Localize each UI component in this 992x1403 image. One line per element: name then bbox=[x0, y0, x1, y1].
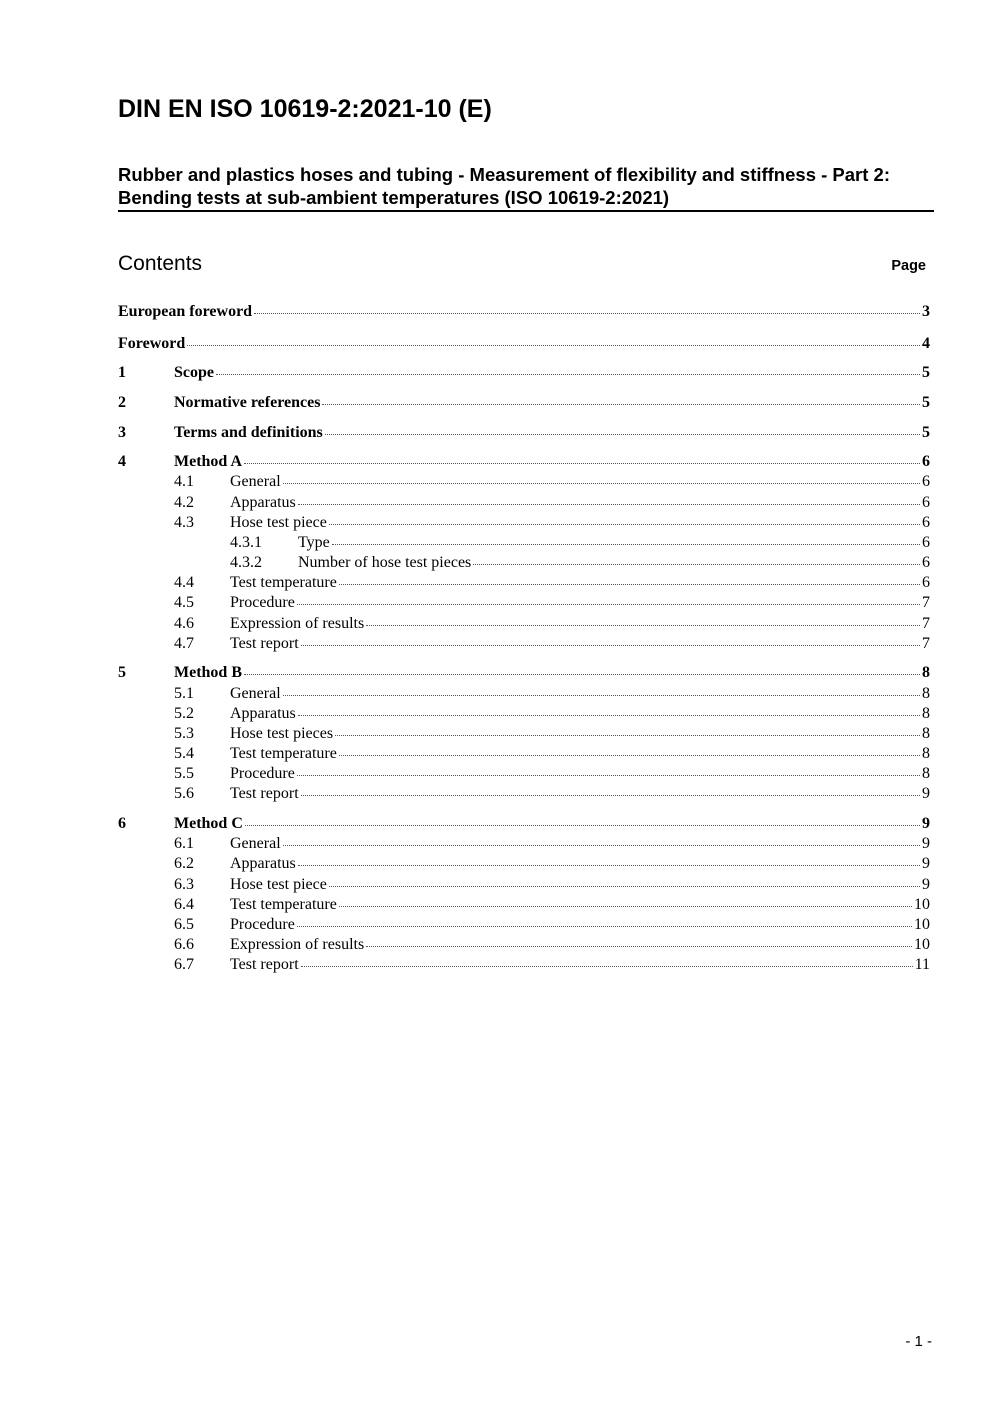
toc-entry-label: Method B bbox=[174, 664, 242, 681]
dot-leader bbox=[297, 603, 920, 605]
toc-entry-page: 6 bbox=[922, 453, 930, 470]
toc-entry-page: 9 bbox=[922, 855, 930, 872]
toc-entry[interactable] bbox=[118, 573, 930, 593]
toc-entry[interactable] bbox=[118, 634, 930, 654]
toc-entry-number: 6.3 bbox=[174, 876, 194, 893]
toc-entry-page: 11 bbox=[914, 956, 930, 973]
toc-entry[interactable] bbox=[118, 784, 930, 804]
toc-entry-page: 8 bbox=[922, 685, 930, 702]
dot-leader bbox=[329, 523, 920, 525]
toc-entry-number: 3 bbox=[118, 424, 126, 441]
toc-entry-page: 10 bbox=[914, 936, 930, 953]
document-id: DIN EN ISO 10619-2:2021-10 (E) bbox=[118, 95, 492, 123]
dot-leader bbox=[301, 794, 920, 796]
toc-entry-label: Expression of results bbox=[230, 615, 365, 632]
toc-entry-number: 4.5 bbox=[174, 594, 194, 611]
toc-entry[interactable] bbox=[118, 955, 930, 975]
toc-entry-page: 10 bbox=[914, 916, 930, 933]
dot-leader bbox=[216, 373, 920, 375]
toc-entry[interactable] bbox=[118, 875, 930, 895]
toc-entry[interactable] bbox=[118, 553, 930, 573]
dot-leader bbox=[244, 462, 920, 464]
dot-leader bbox=[339, 905, 912, 907]
toc-entry[interactable] bbox=[118, 363, 930, 383]
toc-entry-label: Test report bbox=[230, 635, 299, 652]
toc-entry-number: 4.3.1 bbox=[230, 534, 262, 551]
page-number: - 1 - bbox=[905, 1333, 932, 1350]
toc-entry-label: Procedure bbox=[230, 594, 295, 611]
dot-leader bbox=[473, 563, 920, 565]
toc-entry-label: Hose test piece bbox=[230, 876, 327, 893]
toc-entry[interactable] bbox=[118, 513, 930, 533]
document-title: Rubber and plastics hoses and tubing - Measurement of flexibility and stiffness - Part 2: Bending tests at sub-ambient temperatures (ISO 10619-2:2021) bbox=[118, 163, 934, 212]
toc-entry-label: Apparatus bbox=[230, 855, 296, 872]
toc-entry-label: Test temperature bbox=[230, 896, 337, 913]
toc-entry-label: Type bbox=[298, 534, 330, 551]
toc-entry-page: 6 bbox=[922, 473, 930, 490]
toc-entry-page: 9 bbox=[922, 785, 930, 802]
toc-entry[interactable] bbox=[118, 452, 930, 472]
dot-leader bbox=[366, 624, 920, 626]
toc-entry-label: Normative references bbox=[174, 394, 321, 411]
toc-entry-number: 1 bbox=[118, 364, 126, 381]
toc-entry-number: 5 bbox=[118, 664, 126, 681]
toc-entry-number: 4.1 bbox=[174, 473, 194, 490]
toc-entry[interactable] bbox=[118, 533, 930, 553]
dot-leader bbox=[283, 694, 920, 696]
toc-entry-number: 5.4 bbox=[174, 745, 194, 762]
toc-entry-number: 6.5 bbox=[174, 916, 194, 933]
toc-entry-label: Test temperature bbox=[230, 574, 337, 591]
toc-entry-page: 9 bbox=[922, 815, 930, 832]
toc-entry-number: 4.6 bbox=[174, 615, 194, 632]
toc-entry[interactable] bbox=[118, 393, 930, 413]
toc-entry-number: 5.5 bbox=[174, 765, 194, 782]
toc-entry-page: 8 bbox=[922, 765, 930, 782]
toc-entry-number: 6.7 bbox=[174, 956, 194, 973]
toc-entry-number: 5.2 bbox=[174, 705, 194, 722]
dot-leader bbox=[335, 734, 920, 736]
dot-leader bbox=[366, 945, 912, 947]
toc-entry[interactable] bbox=[118, 614, 930, 634]
toc-entry-number: 4.2 bbox=[174, 494, 194, 511]
toc-entry-number: 6 bbox=[118, 815, 126, 832]
toc-entry[interactable] bbox=[118, 935, 930, 955]
toc-entry-label: Test report bbox=[230, 785, 299, 802]
toc-entry-label: Scope bbox=[174, 364, 214, 381]
toc-entry-page: 6 bbox=[922, 514, 930, 531]
dot-leader bbox=[245, 824, 920, 826]
dot-leader bbox=[301, 644, 920, 646]
toc-entry-number: 6.6 bbox=[174, 936, 194, 953]
toc-entry-number: 4.4 bbox=[174, 574, 194, 591]
toc-entry-number: 5.3 bbox=[174, 725, 194, 742]
toc-entry-label: Procedure bbox=[230, 765, 295, 782]
dot-leader bbox=[325, 433, 920, 435]
toc-entry-label: General bbox=[230, 473, 281, 490]
toc-entry-number: 6.1 bbox=[174, 835, 194, 852]
toc-entry-number: 4.7 bbox=[174, 635, 194, 652]
dot-leader bbox=[187, 344, 920, 346]
toc-entry-label: Method C bbox=[174, 815, 243, 832]
toc-entry-label: Number of hose test pieces bbox=[298, 554, 472, 571]
dot-leader bbox=[297, 774, 920, 776]
dot-leader bbox=[332, 543, 920, 545]
toc-entry-label: Foreword bbox=[118, 335, 186, 352]
toc-entry[interactable] bbox=[118, 684, 930, 704]
toc-entry[interactable] bbox=[118, 493, 930, 513]
toc-entry-label: Hose test pieces bbox=[230, 725, 334, 742]
toc-entry-label: General bbox=[230, 685, 281, 702]
toc-entry-page: 4 bbox=[922, 335, 930, 352]
dot-leader bbox=[301, 965, 913, 967]
toc-entry-page: 5 bbox=[922, 424, 930, 441]
page-column-label: Page bbox=[891, 258, 926, 274]
toc-entry[interactable] bbox=[118, 423, 930, 443]
dot-leader bbox=[298, 714, 920, 716]
toc-entry-number: 5.6 bbox=[174, 785, 194, 802]
toc-entry[interactable] bbox=[118, 814, 930, 834]
dot-leader bbox=[298, 503, 920, 505]
dot-leader bbox=[298, 864, 920, 866]
toc-entry-page: 8 bbox=[922, 725, 930, 742]
toc-entry-page: 6 bbox=[922, 574, 930, 591]
toc-entry-label: Test report bbox=[230, 956, 299, 973]
toc-entry[interactable] bbox=[118, 663, 930, 683]
toc-entry-label: Hose test piece bbox=[230, 514, 327, 531]
toc-entry[interactable] bbox=[118, 895, 930, 915]
toc-entry-label: Procedure bbox=[230, 916, 295, 933]
toc-entry-page: 7 bbox=[922, 594, 930, 611]
toc-entry[interactable] bbox=[118, 744, 930, 764]
toc-entry[interactable] bbox=[118, 834, 930, 854]
toc-entry-page: 5 bbox=[922, 394, 930, 411]
toc-entry-label: Apparatus bbox=[230, 705, 296, 722]
toc-entry-page: 9 bbox=[922, 835, 930, 852]
toc-entry-page: 7 bbox=[922, 615, 930, 632]
toc-entry-label: General bbox=[230, 835, 281, 852]
dot-leader bbox=[297, 925, 912, 927]
toc-entry-page: 8 bbox=[922, 705, 930, 722]
toc-entry-page: 6 bbox=[922, 554, 930, 571]
toc-entry[interactable] bbox=[118, 302, 930, 322]
dot-leader bbox=[329, 885, 920, 887]
toc-entry-label: European foreword bbox=[118, 303, 253, 320]
toc-entry-number: 4 bbox=[118, 453, 126, 470]
dot-leader bbox=[322, 403, 920, 405]
toc-entry[interactable] bbox=[118, 724, 930, 744]
toc-entry-page: 5 bbox=[922, 364, 930, 381]
toc-entry-number: 6.2 bbox=[174, 855, 194, 872]
toc-entry-page: 3 bbox=[922, 303, 930, 320]
contents-heading: Contents bbox=[118, 252, 203, 275]
toc-entry[interactable] bbox=[118, 915, 930, 935]
toc-entry-number: 6.4 bbox=[174, 896, 194, 913]
dot-leader bbox=[339, 583, 920, 585]
toc-entry-number: 5.1 bbox=[174, 685, 194, 702]
toc-entry-label: Apparatus bbox=[230, 494, 296, 511]
toc-entry-label: Method A bbox=[174, 453, 242, 470]
toc-entry[interactable] bbox=[118, 334, 930, 354]
dot-leader bbox=[244, 673, 920, 675]
toc-entry-page: 6 bbox=[922, 494, 930, 511]
dot-leader bbox=[254, 312, 920, 314]
dot-leader bbox=[339, 754, 920, 756]
toc-entry-page: 10 bbox=[914, 896, 930, 913]
toc-entry-page: 8 bbox=[922, 664, 930, 681]
toc-entry-number: 4.3.2 bbox=[230, 554, 262, 571]
toc-entry-page: 6 bbox=[922, 534, 930, 551]
dot-leader bbox=[283, 482, 920, 484]
toc-entry-label: Test temperature bbox=[230, 745, 337, 762]
toc-entry-number: 4.3 bbox=[174, 514, 194, 531]
toc-entry[interactable] bbox=[118, 854, 930, 874]
toc-entry-number: 2 bbox=[118, 394, 126, 411]
toc-entry[interactable] bbox=[118, 704, 930, 724]
toc-entry-page: 7 bbox=[922, 635, 930, 652]
toc-entry-label: Terms and definitions bbox=[174, 424, 323, 441]
toc-entry-page: 8 bbox=[922, 745, 930, 762]
toc-entry[interactable] bbox=[118, 764, 930, 784]
toc-entry[interactable] bbox=[118, 593, 930, 613]
toc-entry-page: 9 bbox=[922, 876, 930, 893]
dot-leader bbox=[283, 844, 920, 846]
toc-entry[interactable] bbox=[118, 472, 930, 492]
toc-entry-label: Expression of results bbox=[230, 936, 365, 953]
